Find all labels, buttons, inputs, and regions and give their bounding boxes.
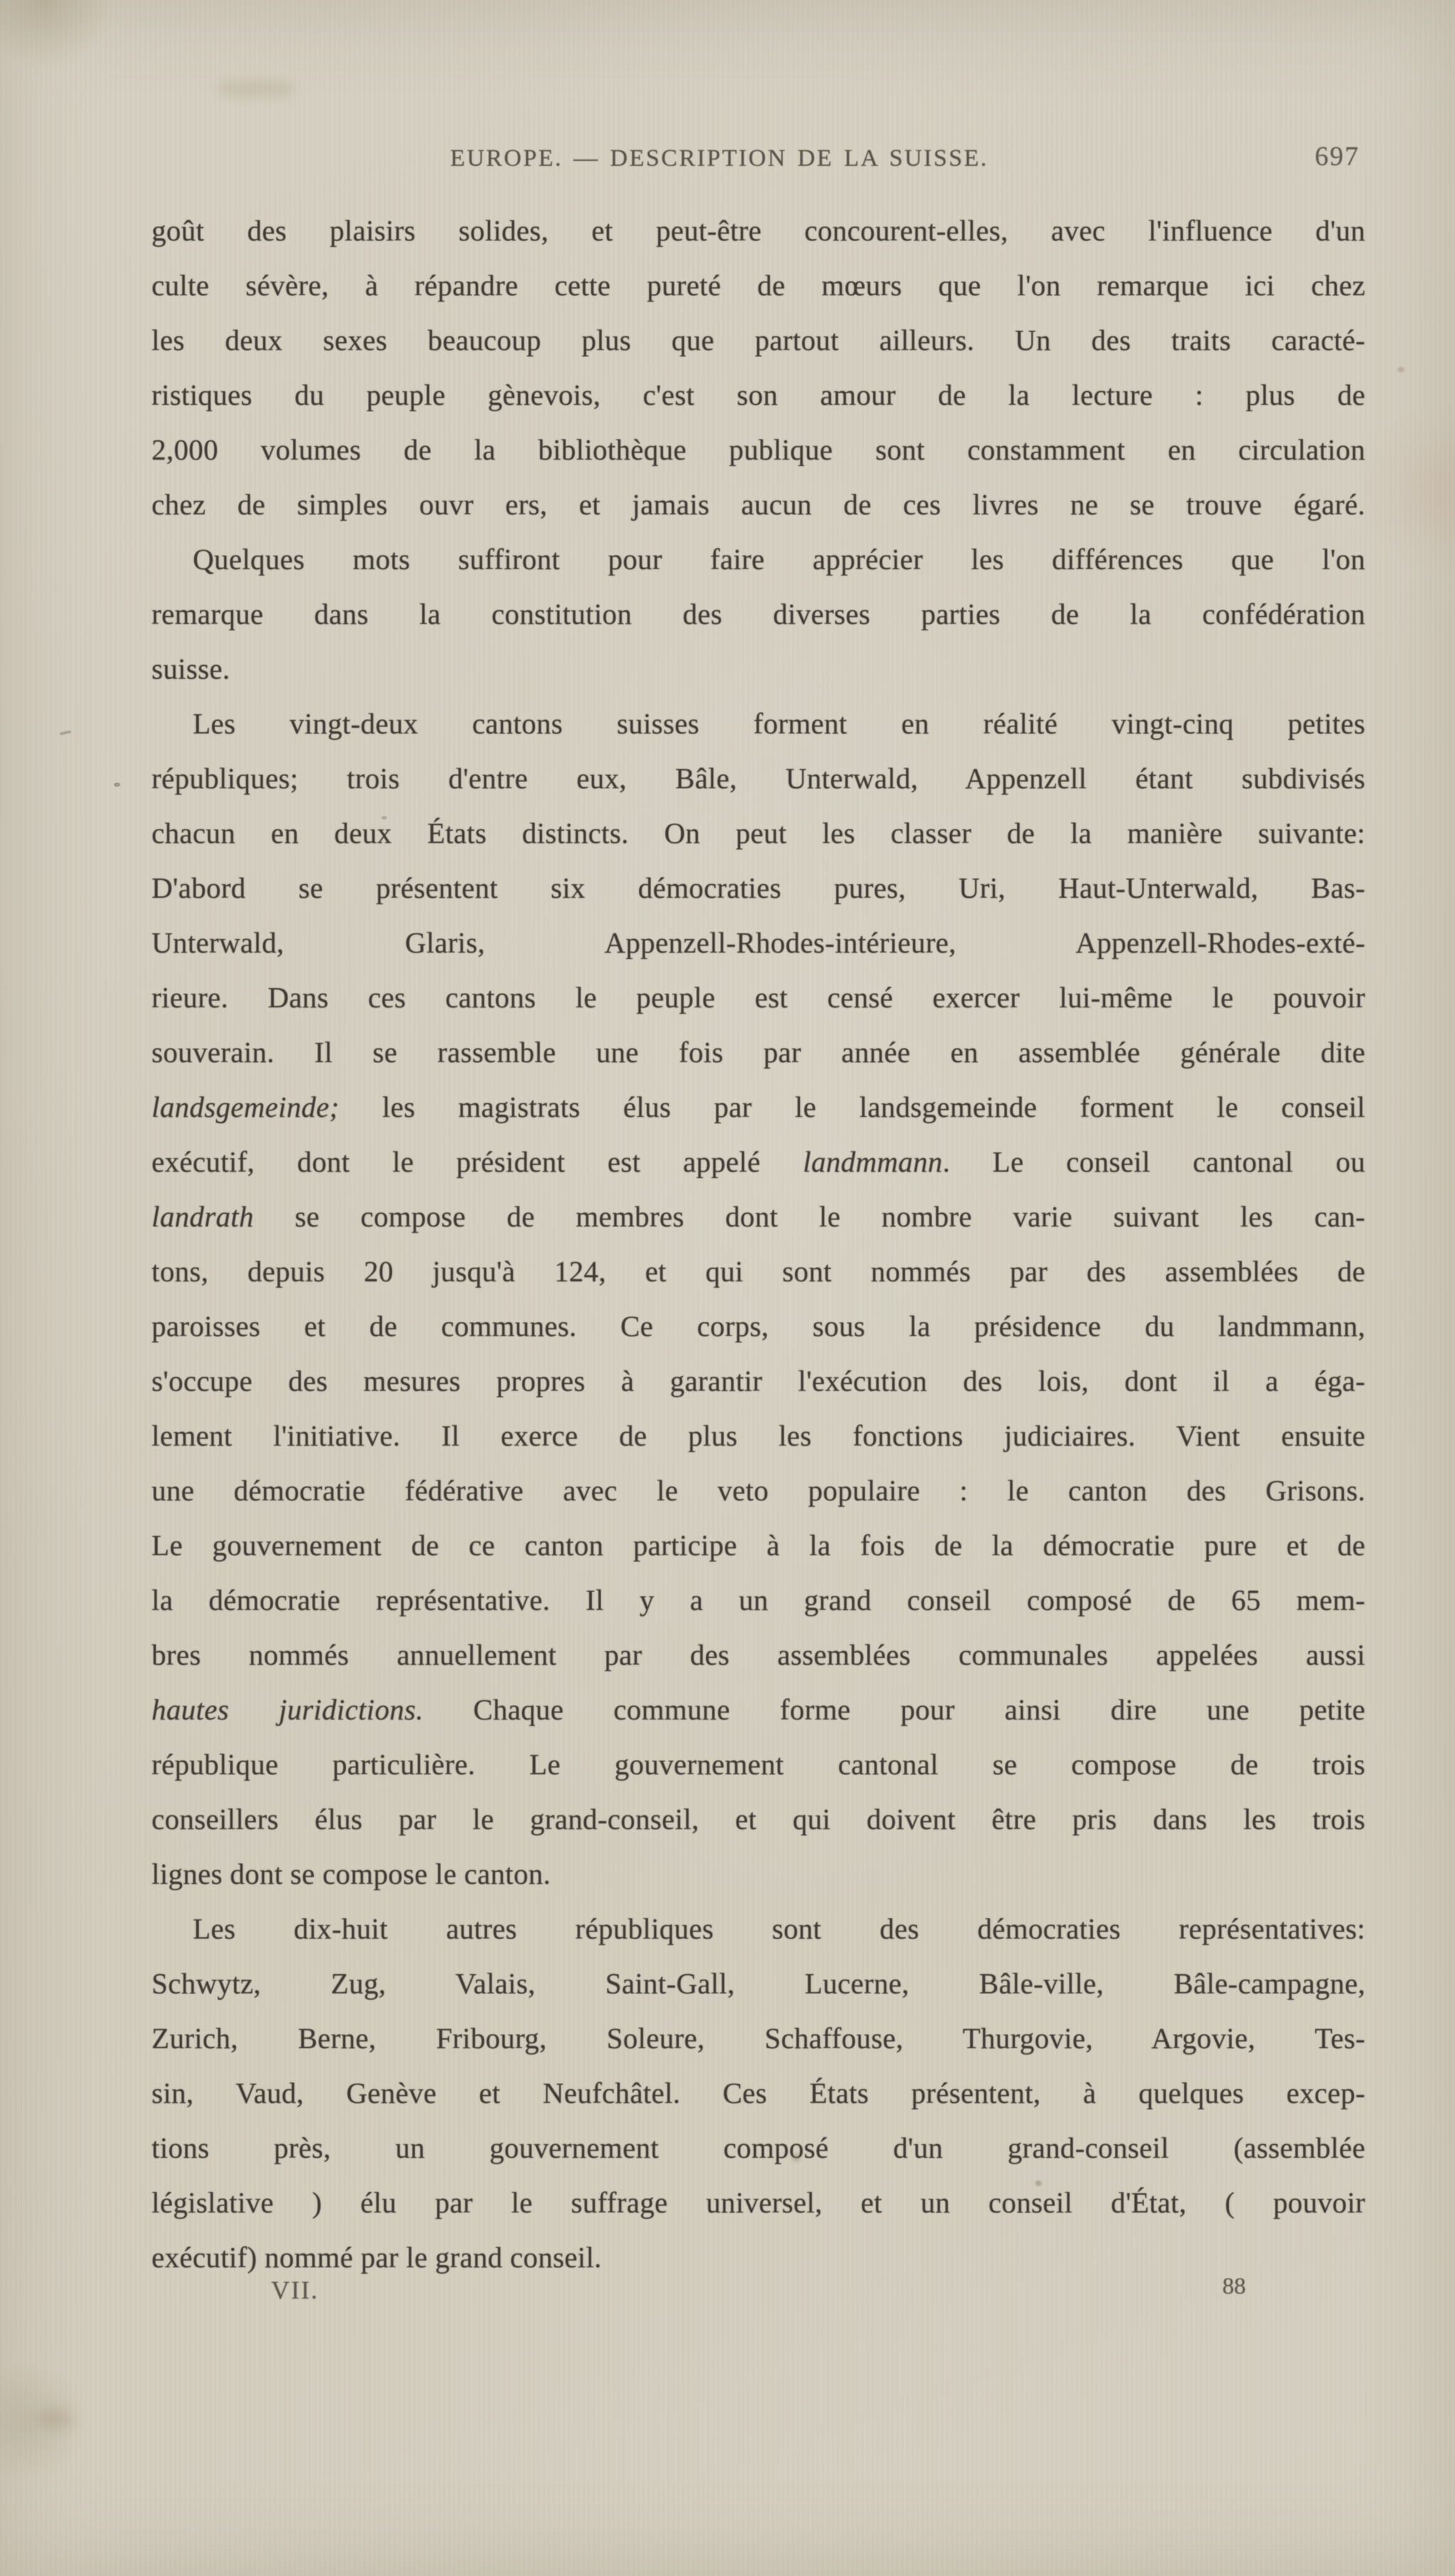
text-line: Unterwald, Glaris, Appenzell-Rhodes-intérieure, Appenzell-Rhodes-exté- <box>152 926 1365 959</box>
page-number: 697 <box>1315 142 1360 171</box>
text-line: bres nommés annuellement par des assemblées communales appelées aussi <box>152 1638 1365 1671</box>
text-line: république particulière. Le gouvernement cantonal se compose de trois <box>152 1748 1365 1781</box>
text-line: 2,000 volumes de la bibliothèque publique sont constamment en circulation <box>152 433 1365 466</box>
text-line: exécutif, dont le président est appelé landmmann. Le conseil cantonal ou <box>152 1145 1365 1178</box>
text-line: une démocratie fédérative avec le veto populaire : le canton des Grisons. <box>152 1474 1365 1507</box>
page-header <box>152 142 1365 188</box>
text-line: ristiques du peuple gènevois, c'est son amour de la lecture : plus de <box>152 378 1365 411</box>
text-line: lement l'initiative. Il exerce de plus les fonctions judiciaires. Vient ensuite <box>152 1419 1365 1452</box>
text-line: sin, Vaud, Genève et Neufchâtel. Ces États présentent, à quelques excep- <box>152 2077 1365 2109</box>
text-line: souverain. Il se rassemble une fois par année en assemblée générale dite <box>152 1036 1365 1069</box>
paper-speck <box>114 783 120 787</box>
text-line: conseillers élus par le grand-conseil, et qui doivent être pris dans les trois <box>152 1803 1365 1835</box>
text-line: Quelques mots suffiront pour faire apprécier les différences que l'on <box>193 543 1365 576</box>
text-line: Schwytz, Zug, Valais, Saint-Gall, Lucerne, Bâle-ville, Bâle-campagne, <box>152 1967 1365 2000</box>
text-line: Les dix-huit autres républiques sont des démocraties représentatives: <box>193 1912 1365 1945</box>
page-footer <box>152 2275 1365 2318</box>
running-title: EUROPE. — DESCRIPTION DE LA SUISSE. <box>450 145 989 171</box>
text-line: républiques; trois d'entre eux, Bâle, Unterwald, Appenzell étant subdivisés <box>152 762 1365 795</box>
paper-smudge <box>217 80 295 98</box>
text-line: landsgemeinde; les magistrats élus par le landsgemeinde forment le conseil <box>152 1091 1365 1123</box>
text-line: lignes dont se compose le canton. <box>152 1857 551 1890</box>
text-line: hautes juridictions. Chaque commune forme pour ainsi dire une petite <box>152 1693 1365 1726</box>
text-line: landrath se compose de membres dont le nombre varie suivant les can- <box>152 1200 1365 1233</box>
text-line: remarque dans la constitution des diverses parties de la confédération <box>152 598 1365 630</box>
text-line: chez de simples ouvr ers, et jamais aucun de ces livres ne se trouve égaré. <box>152 488 1365 521</box>
paper-speck <box>60 730 71 735</box>
text-line: s'occupe des mesures propres à garantir l'exécution des lois, dont il a éga- <box>152 1364 1365 1397</box>
text-line: goût des plaisirs solides, et peut-être concourent-elles, avec l'influence d'un <box>152 214 1365 247</box>
page-text <box>152 203 1365 2285</box>
text-line: exécutif) nommé par le grand conseil. <box>152 2241 602 2274</box>
text-line: tons, depuis 20 jusqu'à 124, et qui sont nommés par des assemblées de <box>152 1255 1365 1288</box>
printer-signature: 88 <box>1222 2274 1246 2299</box>
text-line: Le gouvernement de ce canton participe à la fois de la démocratie pure et de <box>152 1529 1365 1562</box>
text-line: chacun en deux États distincts. On peut les classer de la manière suivante: <box>152 817 1365 849</box>
paper-speck <box>1397 367 1404 372</box>
text-line: la démocratie représentative. Il y a un grand conseil composé de 65 mem- <box>152 1584 1365 1616</box>
paper-smudge <box>39 2408 72 2429</box>
text-line: suisse. <box>152 652 231 685</box>
text-line: tions près, un gouvernement composé d'un grand-conseil (assemblée <box>152 2131 1365 2164</box>
text-line: Zurich, Berne, Fribourg, Soleure, Schaffouse, Thurgovie, Argovie, Tes- <box>152 2022 1365 2055</box>
text-line: les deux sexes beaucoup plus que partout ailleurs. Un des traits caracté- <box>152 324 1365 356</box>
text-line: D'abord se présentent six démocraties pures, Uri, Haut-Unterwald, Bas- <box>152 871 1365 904</box>
volume-number: VII. <box>271 2276 319 2304</box>
text-line: rieure. Dans ces cantons le peuple est censé exercer lui-même le pouvoir <box>152 981 1365 1014</box>
text-line: Les vingt-deux cantons suisses forment en réalité vingt-cinq petites <box>193 707 1365 740</box>
text-line: paroisses et de communes. Ce corps, sous la présidence du landmmann, <box>152 1310 1365 1342</box>
text-line: culte sévère, à répandre cette pureté de mœurs que l'on remarque ici chez <box>152 269 1365 302</box>
text-line: législative ) élu par le suffrage universel, et un conseil d'État, ( pouvoir <box>152 2186 1365 2219</box>
